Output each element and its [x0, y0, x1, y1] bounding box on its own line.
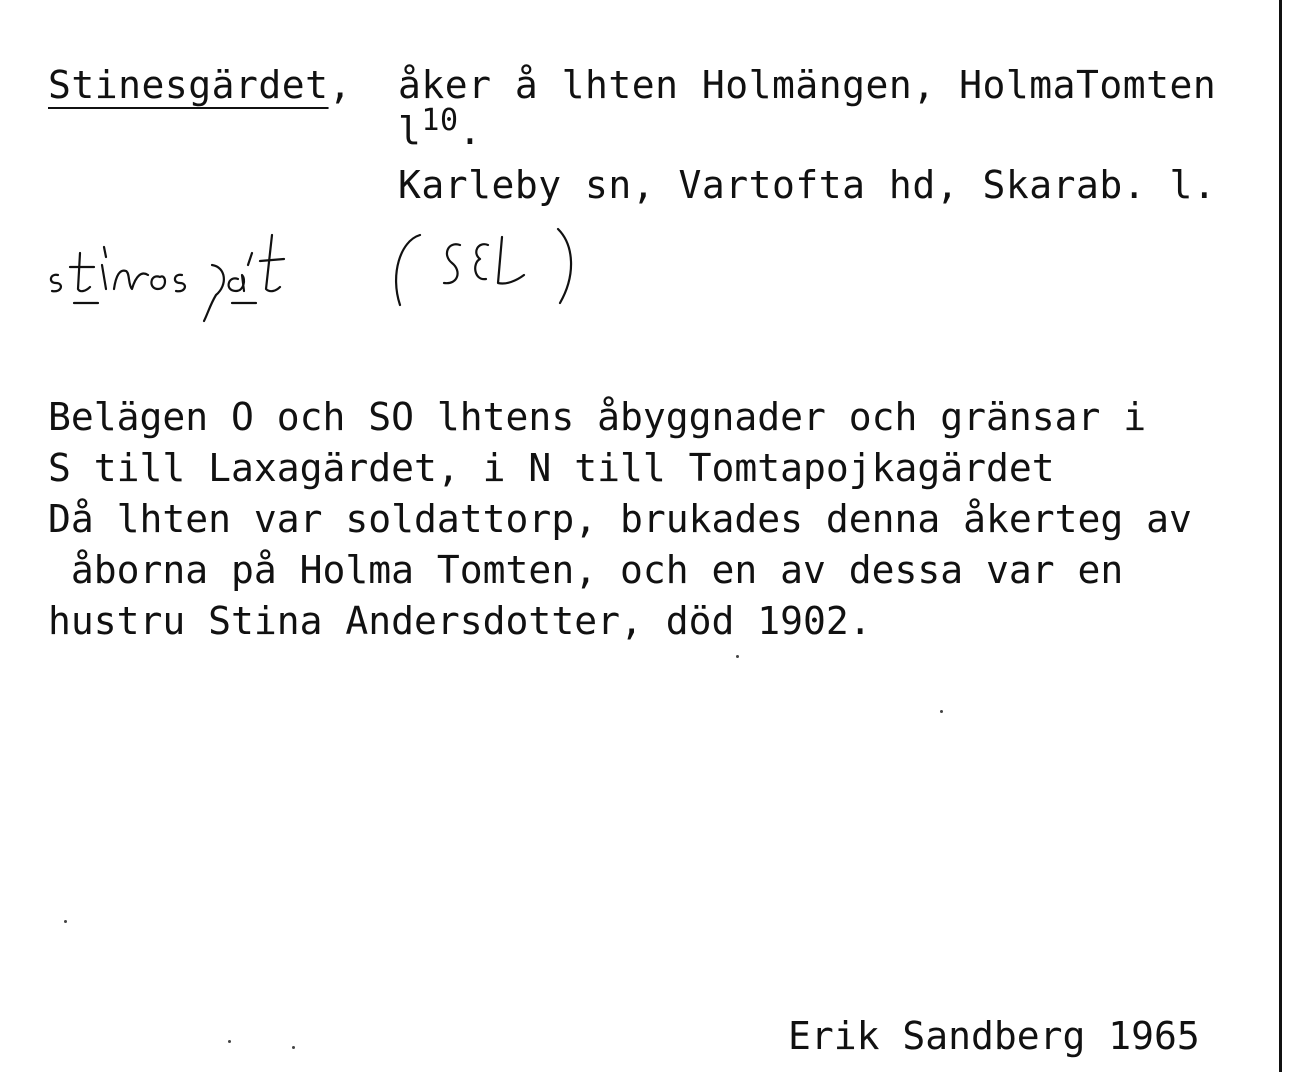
- body-line: Då lhten var soldattorp, brukades denna åkerteg av: [48, 497, 1192, 541]
- card-edge-line: [1279, 0, 1282, 1072]
- entry-reference: $l^{10}$.: [398, 103, 482, 153]
- entry-header-line: Stinesgärdet,: [48, 63, 352, 107]
- body-line: hustru Stina Andersdotter, död 1902.: [48, 599, 872, 643]
- speck: [292, 1046, 295, 1049]
- handwritten-pronunciation: [40, 205, 600, 335]
- speck: [940, 710, 943, 713]
- body-line: åborna på Holma Tomten, och en av dessa var en: [48, 548, 1124, 592]
- speck: [736, 655, 739, 658]
- speck: [228, 1040, 231, 1043]
- headword: Stinesgärdet: [48, 63, 329, 107]
- body-line: S till Laxagärdet, i N till Tomtapojkagärdet: [48, 446, 1055, 490]
- entry-location: Karleby sn, Vartofta hd, Skarab. l.: [398, 163, 1217, 207]
- signature: Erik Sandberg 1965: [788, 1014, 1200, 1058]
- entry-description: åker å lhten Holmängen, HolmaTomten: [398, 63, 1217, 107]
- speck: [64, 920, 67, 923]
- card-body-text: [48, 392, 1192, 647]
- body-line: Belägen O och SO lhtens åbyggnader och gränsar i: [48, 395, 1147, 439]
